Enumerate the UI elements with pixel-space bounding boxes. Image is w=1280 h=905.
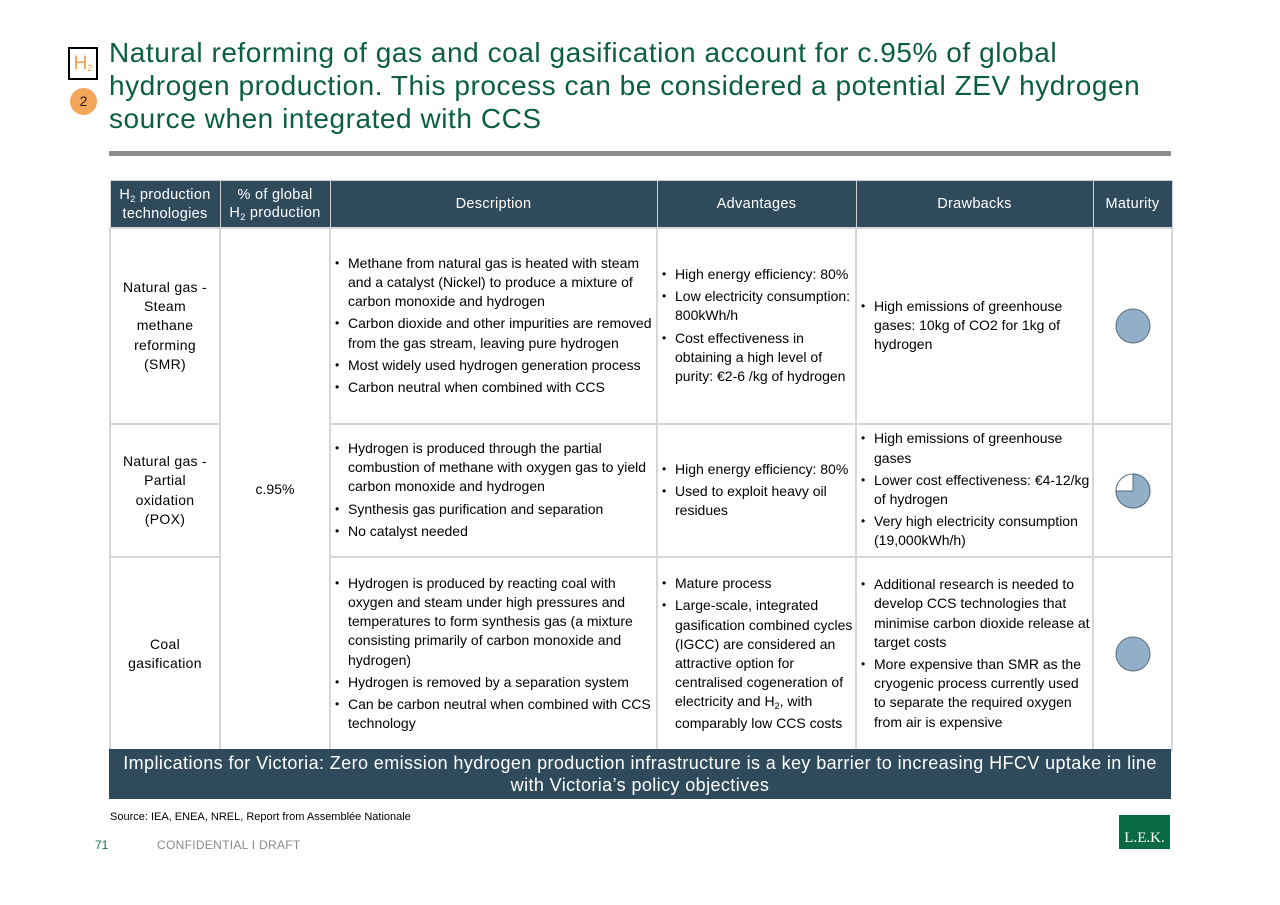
technology-cell: Natural gas - Partial oxidation (POX) [110, 424, 220, 557]
comparison-table [109, 180, 1171, 752]
list-item: • Carbon dioxide and other impurities are removed from the gas stream, leaving pure hydrogen [348, 314, 656, 352]
description-cell [330, 228, 657, 424]
list-item: • High energy efficiency: 80% [675, 460, 855, 479]
list-item: • Can be carbon neutral when combined with CCS technology [348, 695, 656, 733]
header-maturity: Maturity [1093, 181, 1172, 229]
maturity-cell [1093, 557, 1172, 751]
description-cell [330, 424, 657, 557]
list-item: • Hydrogen is removed by a separation system [348, 673, 656, 692]
description-cell [330, 557, 657, 751]
page-title: Natural reforming of gas and coal gasification account for c.95% of global hydrogen production. This process can be considered a potential ZEV hydrogen source when integrated with CCS [109, 37, 1141, 134]
list-item: • Carbon neutral when combined with CCS [348, 378, 656, 397]
confidential-label: CONFIDENTIAL I DRAFT [157, 838, 301, 852]
global-share-cell: c.95% [220, 228, 330, 751]
maturity-harvey-ball-icon [1114, 472, 1152, 510]
list-item: • Large-scale, integrated gasification combined cycles (IGCC) are considered an attractive option for centralised cogeneration of electricity and $H_2$, with comparably low CCS costs [675, 596, 855, 732]
maturity-harvey-ball-icon [1114, 307, 1152, 345]
hydrogen-logo-icon: $H_2$ [68, 47, 98, 80]
list-item: • Hydrogen is produced by reacting coal with oxygen and steam under high pressures and temperatures to form synthesis gas (a mixture consisting primarily of carbon monoxide and hydrogen) [348, 574, 656, 670]
header-drawbacks: Drawbacks [856, 181, 1093, 229]
list-item: • Additional research is needed to develop CCS technologies that minimise carbon dioxide release at target costs [874, 575, 1092, 652]
advantages-cell [657, 228, 856, 424]
title-divider [109, 151, 1171, 156]
advantages-cell [657, 557, 856, 751]
list-item: • High emissions of greenhouse gases: 10kg of CO2 for 1kg of hydrogen [874, 297, 1092, 355]
list-item: • No catalyst needed [348, 522, 656, 541]
advantages-cell [657, 424, 856, 557]
maturity-harvey-ball-icon [1114, 635, 1152, 673]
list-item: • Synthesis gas purification and separation [348, 500, 656, 519]
source-note: Source: IEA, ENEA, NREL, Report from Assemblée Nationale [110, 811, 411, 823]
list-item: • Very high electricity consumption (19,000kWh/h) [874, 512, 1092, 550]
list-item: • Mature process [675, 574, 855, 593]
section-badge: 2 [70, 88, 97, 115]
list-item: • High energy efficiency: 80% [675, 265, 855, 284]
drawbacks-cell [856, 557, 1093, 751]
header-advantages: Advantages [657, 181, 856, 229]
header-global-share: % of global $H_2$ production [220, 181, 330, 229]
maturity-cell [1093, 228, 1172, 424]
implications-banner: Implications for Victoria: Zero emission hydrogen production infrastructure is a key barrier to increasing HFCV uptake in line with Victoria’s policy objectives [109, 749, 1171, 799]
list-item: • More expensive than SMR as the cryogenic process currently used to separate the required oxygen from air is expensive [874, 655, 1092, 732]
list-item: • Lower cost effectiveness: €4-12/kg of hydrogen [874, 471, 1092, 509]
technology-cell: Natural gas - Steam methane reforming (SMR) [110, 228, 220, 424]
list-item: • Hydrogen is produced through the partial combustion of methane with oxygen gas to yield carbon monoxide and hydrogen [348, 439, 656, 497]
page-number: 71 [95, 838, 109, 852]
technology-cell: Coal gasification [110, 557, 220, 751]
list-item: • Most widely used hydrogen generation process [348, 356, 656, 375]
company-logo: L.E.K. [1119, 815, 1170, 849]
list-item: • Methane from natural gas is heated with steam and a catalyst (Nickel) to produce a mixture of carbon monoxide and hydrogen [348, 254, 656, 312]
list-item: • High emissions of greenhouse gases [874, 429, 1092, 467]
table-row [110, 228, 1172, 424]
header-description: Description [330, 181, 657, 229]
header-technologies: $H_2$ production technologies [110, 181, 220, 229]
list-item: • Used to exploit heavy oil residues [675, 482, 855, 520]
drawbacks-cell [856, 228, 1093, 424]
maturity-cell [1093, 424, 1172, 557]
drawbacks-cell [856, 424, 1093, 557]
list-item: • Low electricity consumption: 800kWh/h [675, 287, 855, 325]
list-item: • Cost effectiveness in obtaining a high level of purity: €2-6 /kg of hydrogen [675, 329, 855, 387]
